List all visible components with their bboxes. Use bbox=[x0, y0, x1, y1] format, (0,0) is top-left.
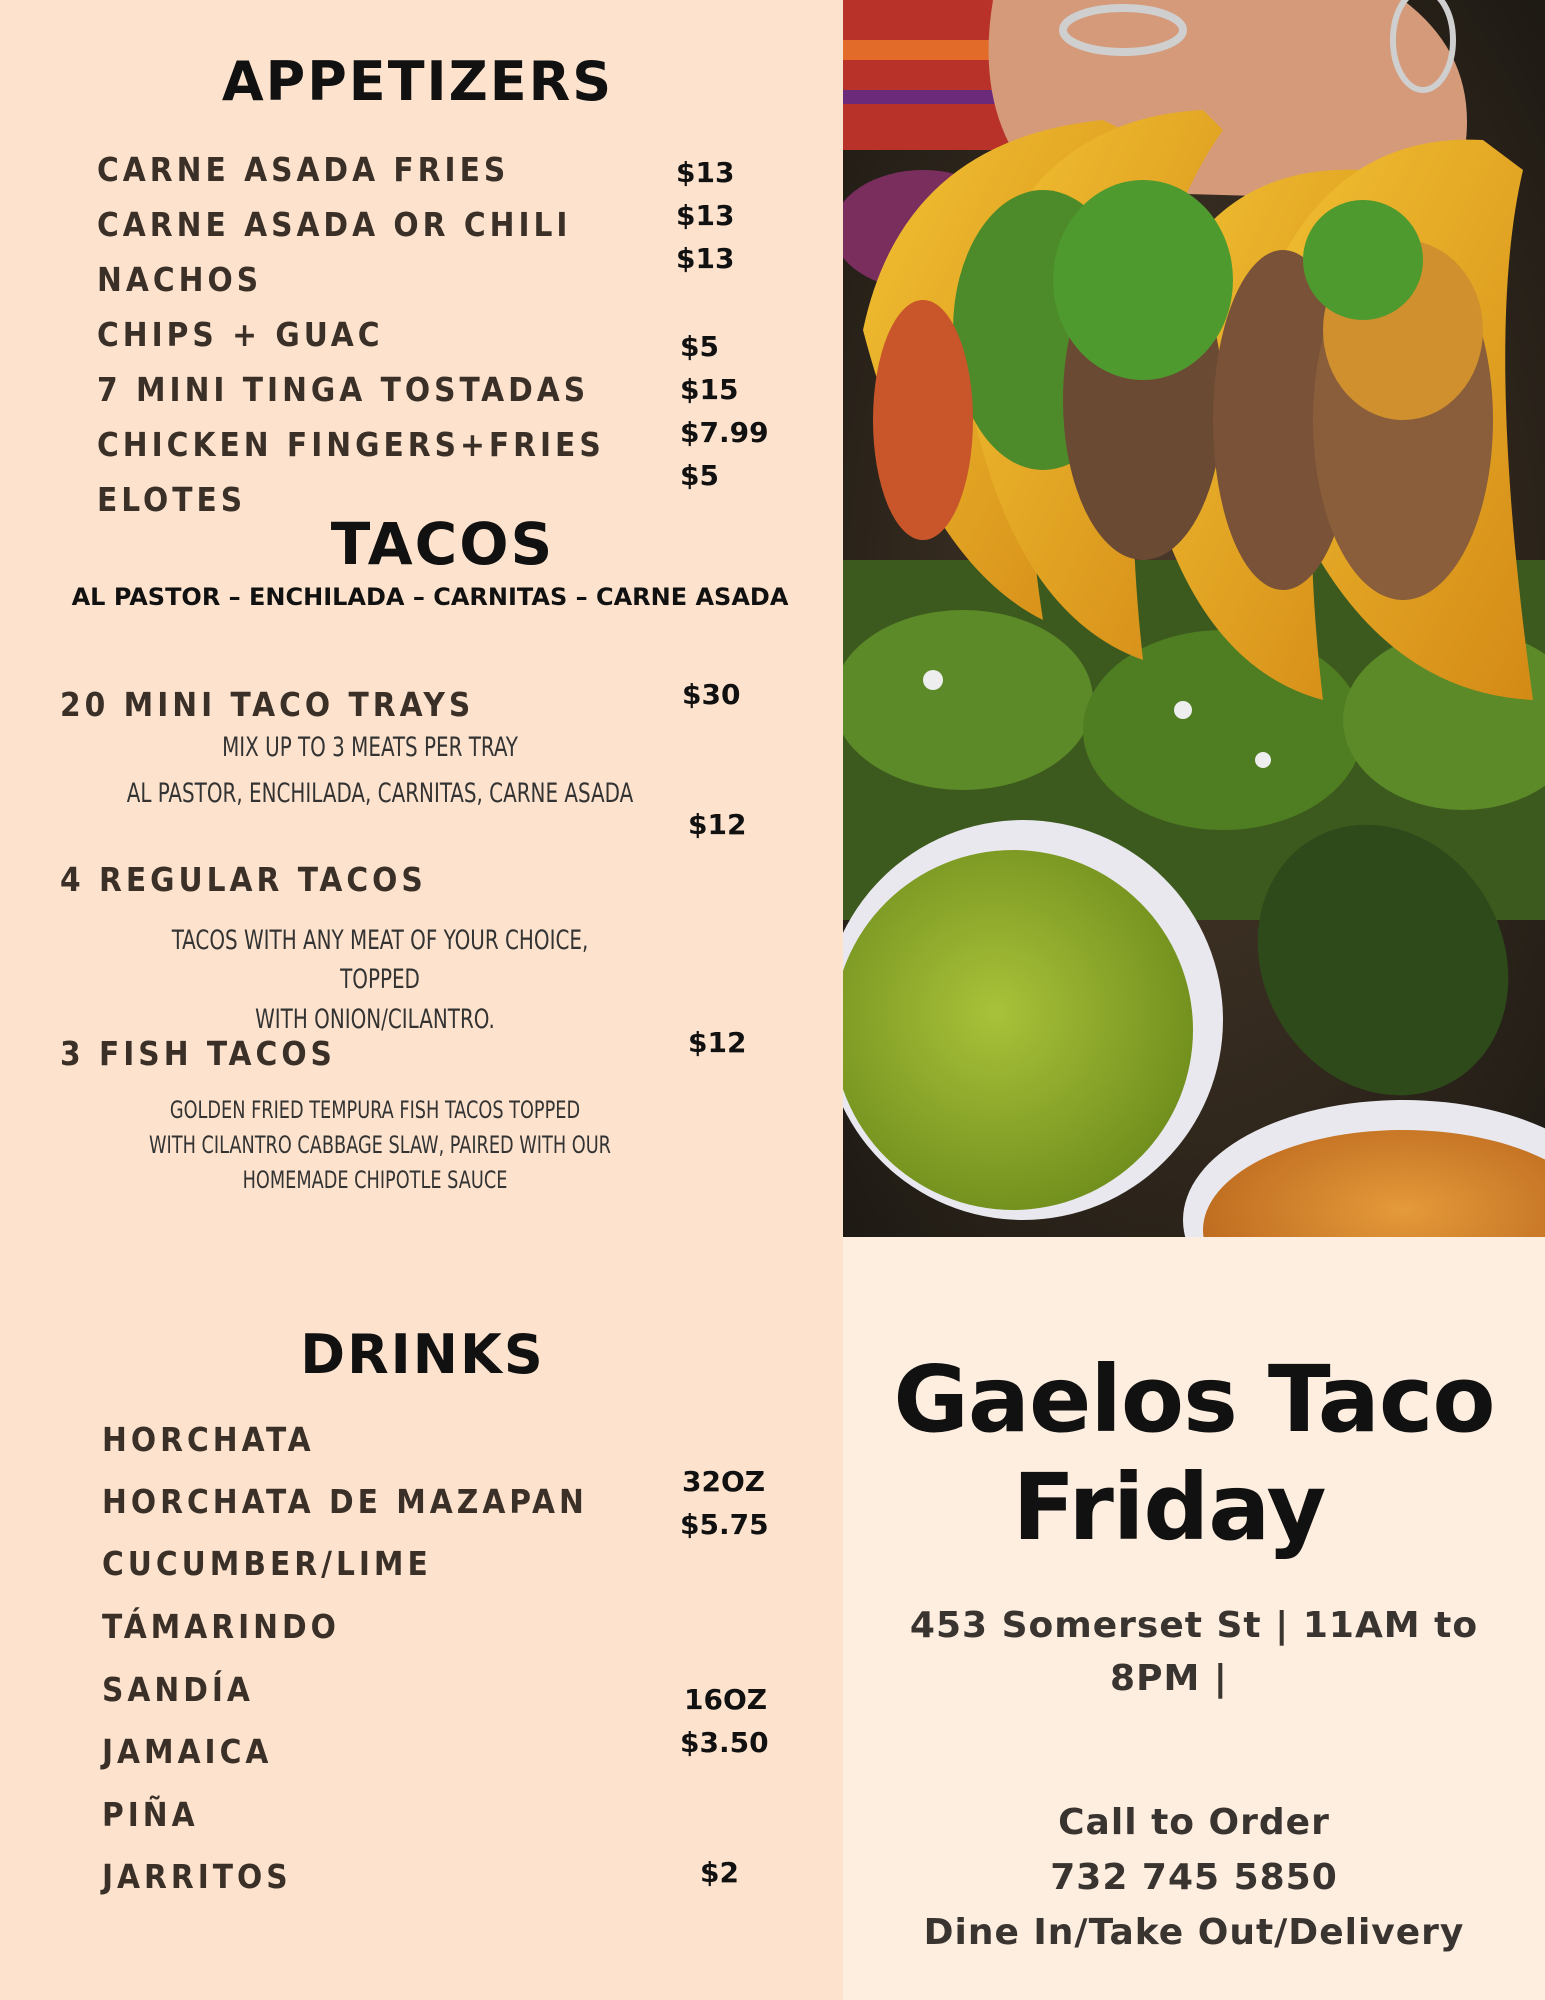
regular-tacos-name: 4 REGULAR TACOS bbox=[60, 860, 427, 899]
restaurant-name: Friday bbox=[1012, 1454, 1326, 1561]
taco-tray-desc: AL PASTOR, ENCHILADA, CARNITAS, CARNE ASADA bbox=[126, 778, 634, 809]
drink-item: TÁMARINDO bbox=[102, 1607, 340, 1646]
drink-size: 32OZ bbox=[682, 1465, 766, 1498]
drink-price: $2 bbox=[700, 1856, 739, 1889]
taco-tray-price: $30 bbox=[682, 678, 741, 711]
fish-tacos-name: 3 FISH TACOS bbox=[60, 1034, 336, 1073]
drink-item: PIÑA bbox=[102, 1795, 199, 1834]
appetizer-item: CARNE ASADA FRIES bbox=[97, 150, 510, 189]
fish-tacos-price: $12 bbox=[688, 1026, 747, 1059]
appetizer-item: CARNE ASADA OR CHILI bbox=[97, 205, 572, 244]
appetizer-item: ELOTES bbox=[97, 480, 247, 519]
drink-item: CUCUMBER/LIME bbox=[102, 1544, 432, 1583]
drinks-heading: DRINKS bbox=[300, 1323, 545, 1386]
appetizers-heading: APPETIZERS bbox=[221, 50, 614, 113]
appetizer-price: $15 bbox=[680, 373, 739, 406]
regular-tacos-desc: TOPPED bbox=[340, 964, 420, 995]
address-hours: 453 Somerset St | 11AM to bbox=[909, 1605, 1479, 1646]
tacos-photo bbox=[843, 0, 1545, 1237]
taco-tray-name: 20 MINI TACO TRAYS bbox=[60, 685, 475, 724]
appetizer-price: $5 bbox=[680, 459, 719, 492]
appetizer-price: $13 bbox=[676, 156, 735, 189]
regular-tacos-price: $12 bbox=[688, 808, 747, 841]
appetizer-price: $13 bbox=[676, 199, 735, 232]
tacos-meats-line: AL PASTOR – ENCHILADA – CARNITAS – CARNE ASADA bbox=[71, 583, 789, 611]
appetizer-price: $7.99 bbox=[680, 416, 769, 449]
drink-size: 16OZ bbox=[684, 1683, 768, 1716]
regular-tacos-desc: WITH ONION/CILANTRO. bbox=[255, 1004, 495, 1035]
drink-item: HORCHATA bbox=[102, 1420, 315, 1459]
drink-price: $3.50 bbox=[680, 1726, 769, 1759]
taco-tray-desc: MIX UP TO 3 MEATS PER TRAY bbox=[222, 732, 518, 763]
drink-item: HORCHATA DE MAZAPAN bbox=[102, 1482, 588, 1521]
drink-item: SANDÍA bbox=[102, 1670, 254, 1709]
drink-price: $5.75 bbox=[680, 1508, 769, 1541]
service-options: Dine In/Take Out/Delivery bbox=[923, 1912, 1465, 1953]
appetizer-item: NACHOS bbox=[97, 260, 263, 299]
call-to-order: Call to Order bbox=[1058, 1802, 1330, 1843]
tacos-with-salsa-icon bbox=[843, 0, 1545, 1237]
phone-number[interactable]: 732 745 5850 bbox=[1050, 1857, 1338, 1898]
address-hours: 8PM | bbox=[1110, 1658, 1228, 1699]
regular-tacos-desc: TACOS WITH ANY MEAT OF YOUR CHOICE, bbox=[171, 925, 589, 956]
appetizer-price: $13 bbox=[676, 242, 735, 275]
appetizer-item: 7 MINI TINGA TOSTADAS bbox=[97, 370, 590, 409]
drink-item: JARRITOS bbox=[102, 1857, 292, 1896]
tacos-heading: TACOS bbox=[330, 510, 555, 578]
restaurant-name: Gaelos Taco bbox=[893, 1346, 1495, 1453]
fish-tacos-desc: GOLDEN FRIED TEMPURA FISH TACOS TOPPED bbox=[169, 1096, 581, 1124]
fish-tacos-desc: WITH CILANTRO CABBAGE SLAW, PAIRED WITH OUR bbox=[149, 1131, 611, 1159]
appetizer-price: $5 bbox=[680, 330, 719, 363]
appetizer-item: CHIPS + GUAC bbox=[97, 315, 384, 354]
fish-tacos-desc: HOMEMADE CHIPOTLE SAUCE bbox=[242, 1166, 508, 1194]
drink-item: JAMAICA bbox=[102, 1732, 273, 1771]
appetizer-item: CHICKEN FINGERS+FRIES bbox=[97, 425, 605, 464]
